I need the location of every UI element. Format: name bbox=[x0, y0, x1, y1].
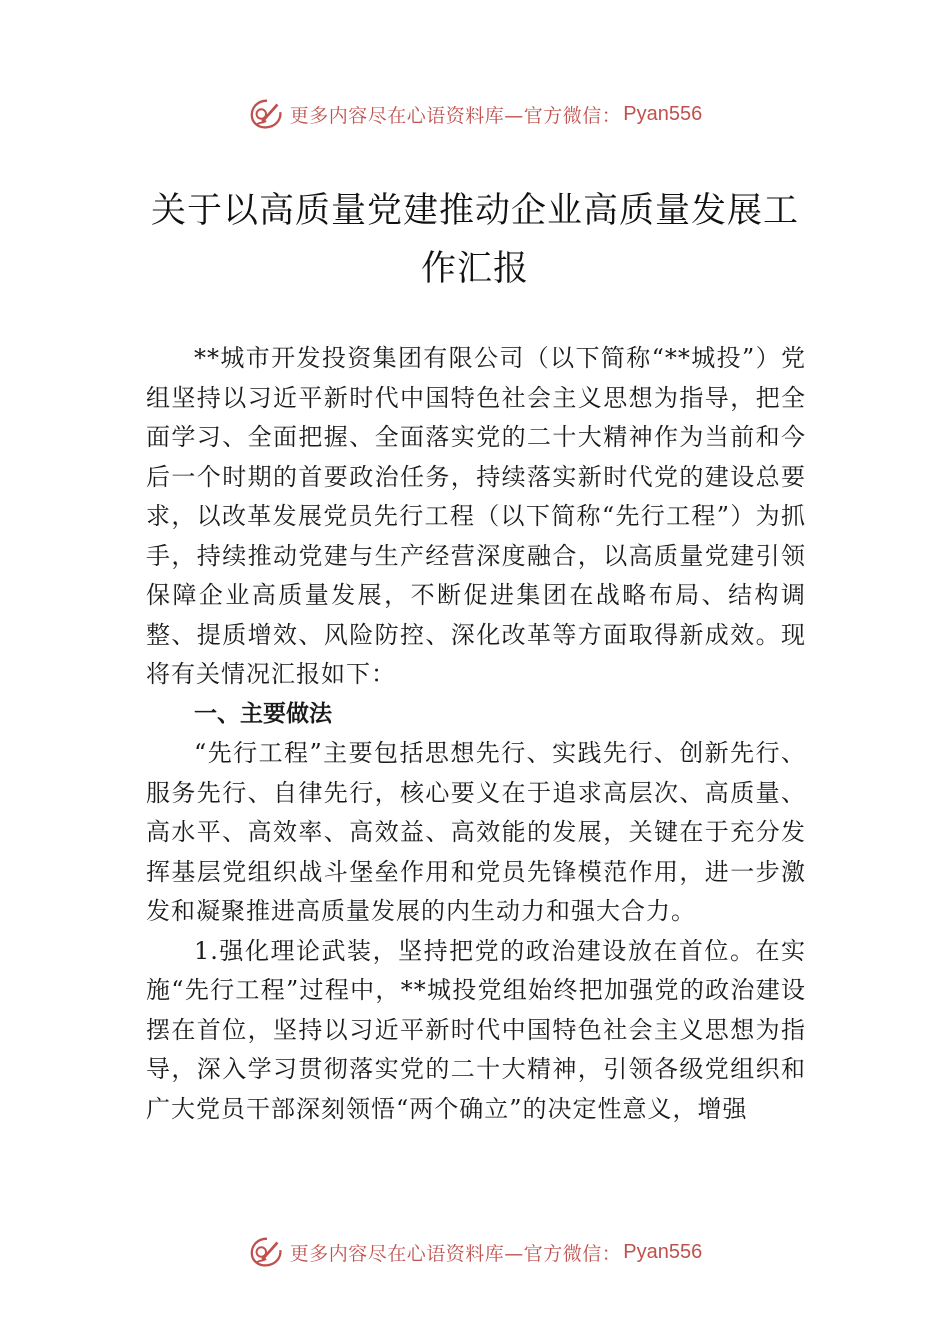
section-paragraph: “先行工程”主要包括思想先行、实践先行、创新先行、服务先行、自律先行，核心要义在于追求高层次、高质量、 高水平、高效率、高效益、高效能的发展，关键在于充分发挥基层党组织战斗堡垒作用和党员先锋模范作用，进一步激发和凝聚推进高质量发展的内生动力和强大合力。 bbox=[146, 739, 806, 925]
watermark-logo-icon bbox=[248, 1233, 286, 1271]
watermark-header bbox=[0, 92, 950, 136]
section-heading: 一、主要做法 bbox=[194, 700, 332, 727]
document-body bbox=[146, 339, 806, 1129]
watermark-wechat-id: Pyan556 bbox=[623, 102, 703, 125]
watermark-logo-icon bbox=[248, 95, 286, 133]
item-paragraph: 1.强化理论武装，坚持把党的政治建设放在首位。在实施“先行工程”过程中，**城投党组始终把加强党的政治建设摆在首位，坚持以习近平新时代中国特色社会主义思想为指导，深入学习贯彻落实党的二十大精神，引领各级党组织和广大党员干部深刻领悟“两个确立”的决定性意义，增强 bbox=[146, 936, 806, 1123]
watermark-wechat-id: Pyan556 bbox=[623, 1240, 703, 1263]
document-title: 关于以高质量党建推动企业高质量发展工作汇报 bbox=[150, 191, 799, 289]
watermark-text: 更多内容尽在心语资料库—官方微信： bbox=[289, 104, 622, 127]
intro-paragraph: **城市开发投资集团有限公司（以下简称“**城投”）党组坚持以习近平新时代中国特色社会主义思想为指导，把全面学习、全面把握、全面落实党的二十大精神作为当前和今后一个时期的首要政治任务，持续落实新时代党的建设总要求，以改革发展党员先行工程（以下简称“先行工程”）为抓手，持续推动党建与生产经营深度融合，以高质量党建引领保障企业高质量发展，不断促进集团在战略布局、结构调整、提质增效、风险防控、深化改革等方面取得新成效。现将有关情况汇报如下： bbox=[146, 344, 806, 688]
watermark-text: 更多内容尽在心语资料库—官方微信： bbox=[289, 1242, 622, 1265]
watermark-footer bbox=[0, 1230, 950, 1274]
